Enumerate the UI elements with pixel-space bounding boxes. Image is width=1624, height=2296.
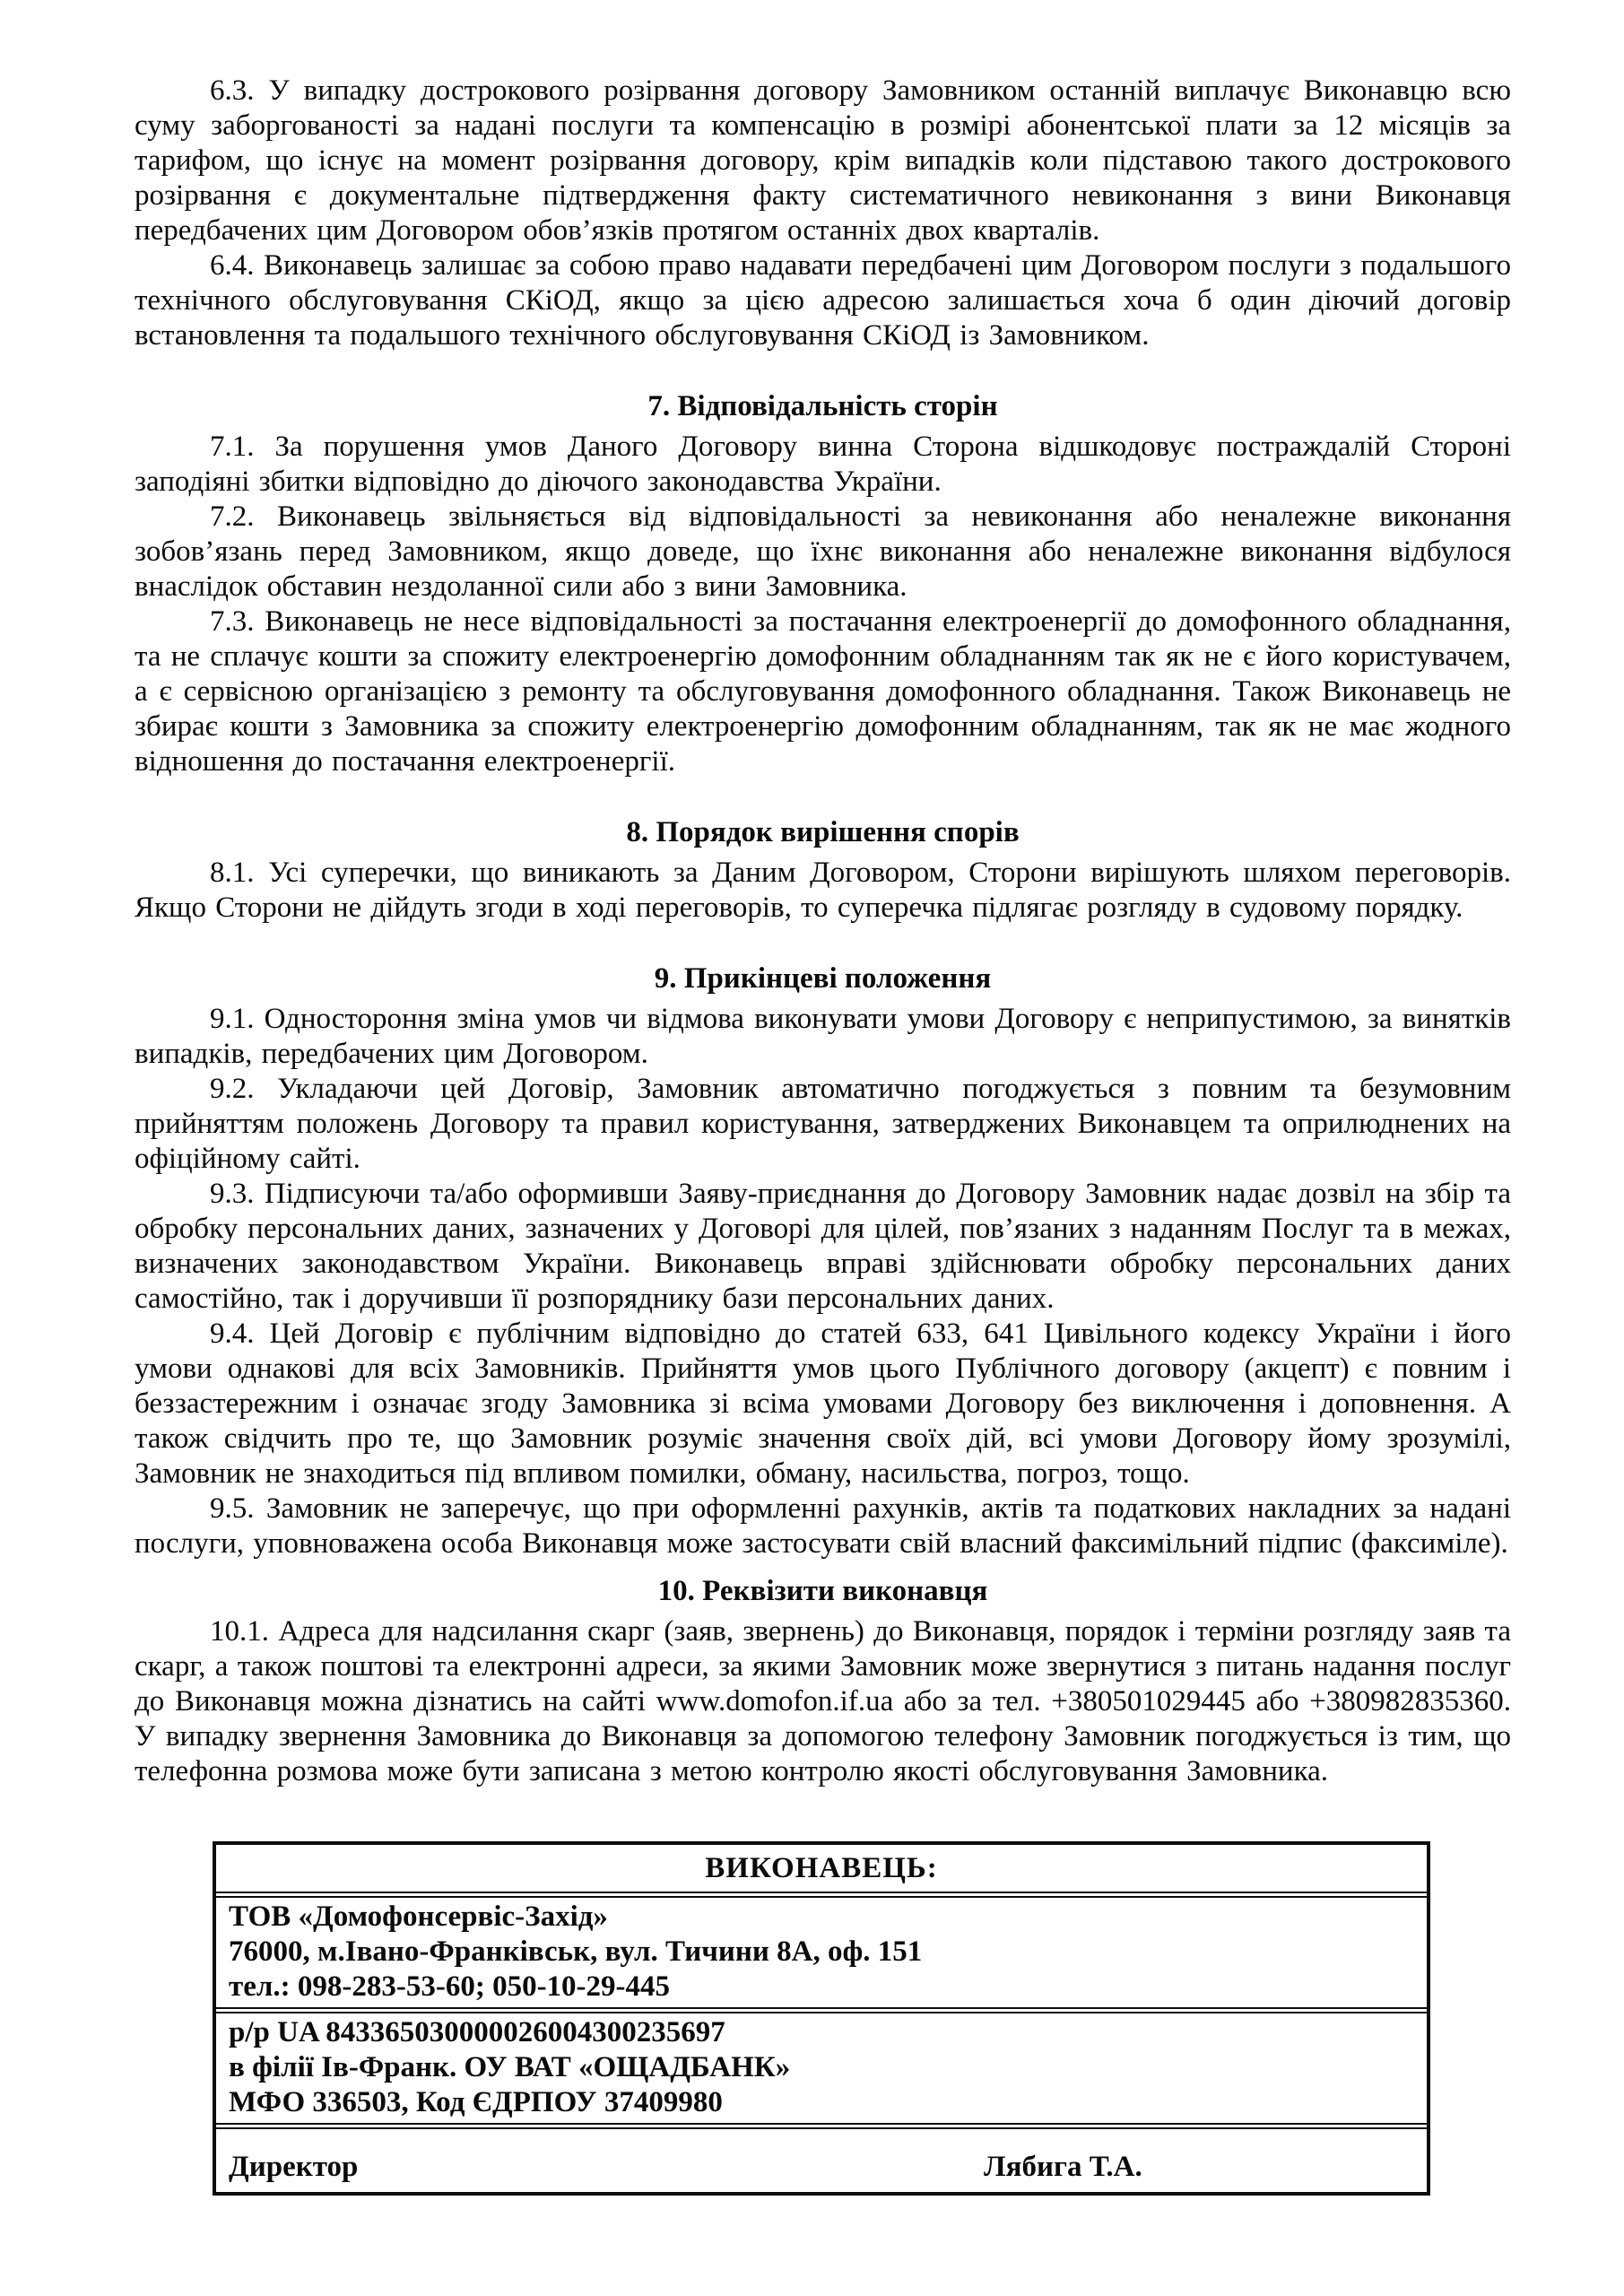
paragraph-9-5: 9.5. Замовник не заперечує, що при оформленні рахунків, актів та податкових накладних за надані послуги, уповноважена особа Виконавця може застосувати свій власний факсимільний підпис (факсиміле). xyxy=(135,1492,1511,1560)
paragraph-7-1: 7.1. За порушення умов Даного Договору винна Сторона відшкодовує постраждалій Стороні заподіяні збитки відповідно до діючого законодавства України. xyxy=(135,430,1511,498)
paragraph-6-4: 6.4. Виконавець залишає за собою право надавати передбачені цим Договором послуги з подальшого технічного обслуговування СКіОД, якщо за цією адресою залишається хоча б один діючий договір встановлення та подальшого технічного обслуговування СКіОД із Замовником. xyxy=(135,249,1511,352)
company-name: ТОВ «Домофонсервіс-Захід» xyxy=(229,1900,608,1933)
paragraph-9-3: 9.3. Підписуючи та/або оформивши Заяву-приєднання до Договору Замовник надає дозвіл на збір та обробку персональних даних, зазначених у Договорі для цілей, пов’язаних з наданням Послуг та в межах, визначених законодавством України. Виконавець вправі здійснювати обробку персональних даних самостійно, так і доручивши її розпоряднику бази персональних даних. xyxy=(135,1178,1511,1315)
paragraph-7-2: 7.2. Виконавець звільняється від відповідальності за невиконання або неналежне виконання зобов’язань перед Замовником, якщо доведе, що їхнє виконання або неналежне виконання відбулося внаслідок обставин нездоланної сили або з вини Замовника. xyxy=(135,500,1511,603)
executor-details-table xyxy=(213,1841,1430,2196)
company-phones: тел.: 098-283-53-60; 050-10-29-445 xyxy=(229,1970,671,2003)
section-heading-10: 10. Реквізити виконавця xyxy=(657,1575,988,1607)
paragraph-9-1: 9.1. Одностороння зміна умов чи відмова виконувати умови Договору є неприпустимою, за винятків випадків, передбачених цим Договором. xyxy=(135,1003,1511,1070)
paragraph-10-1: 10.1. Адреса для надсилання скарг (заяв, звернень) до Виконавця, порядок і терміни розгляду заяв та скарг, а також поштові та електронні адреси, за якими Замовник може звернутися з питань надання послуг до Виконавця можна дізнатись на сайті www.domofon.if.ua або за тел. +380501029445 або +380982835360. У випадку звернення Замовника до Виконавця за допомогою телефону Замовник погоджується із тим, що телефонна розмова може бути записана з метою контролю якості обслуговування Замовника. xyxy=(135,1615,1511,1787)
paragraph-7-3: 7.3. Виконавець не несе відповідальності за постачання електроенергії до домофонного обладнання, та не сплачує кошти за спожиту електроенергію домофонним обладнанням так як не є його користувачем, а є сервісною організацією з ремонту та обслуговування домофонного обладнання. Також Виконавець не збирає кошти з Замовника за спожиту електроенергію домофонним обладнанням, так як не має жодного відношення до постачання електроенергії. xyxy=(135,605,1511,778)
executor-bank-row xyxy=(216,2013,1427,2129)
executor-table-header: ВИКОНАВЕЦЬ: xyxy=(216,1845,1427,1898)
signature-title: Директор xyxy=(229,2151,359,2183)
signature-row xyxy=(216,2129,1427,2192)
bank-account-number: р/р UA 843365030000026004300235697 xyxy=(229,2016,725,2048)
paragraph-9-4: 9.4. Цей Договір є публічним відповідно до статей 633, 641 Цивільного кодексу України і його умови однакові для всіх Замовників. Прийняття умов цього Публічного договору (акцепт) є повним і беззастережним і означає згоду Замовника зі всіма умовами Договору без виключення і доповнення. А також свідчить про те, що Замовник розуміє значення своїх дій, всі умови Договору йому зрозумілі, Замовник не знаходиться під впливом помилки, обману, насильства, погроз, тощо. xyxy=(135,1318,1511,1490)
bank-codes: МФО 336503, Код ЄДРПОУ 37409980 xyxy=(229,2086,723,2118)
section-heading-7: 7. Відповідальність сторін xyxy=(647,390,998,422)
paragraph-9-2: 9.2. Укладаючи цей Договір, Замовник автоматично погоджується з повним та безумовним прийняттям положень Договору та правил користування, затверджених Виконавцем та оприлюднених на офіційному сайті. xyxy=(135,1073,1511,1175)
section-heading-9: 9. Прикінцеві положення xyxy=(654,962,992,995)
company-address: 76000, м.Івано-Франківськ, вул. Тичини 8А, оф. 151 xyxy=(229,1935,923,1968)
paragraph-8-1: 8.1. Усі суперечки, що виникають за Даним Договором, Сторони вирішують шляхом переговорів. Якщо Сторони не дійдуть згоди в ході переговорів, то суперечка підлягає розгляду в судовому порядку. xyxy=(135,857,1511,924)
bank-branch: в філії Ів-Франк. ОУ ВАТ «ОЩАДБАНК» xyxy=(229,2051,791,2083)
section-heading-8: 8. Порядок вирішення спорів xyxy=(626,816,1020,848)
paragraph-6-3: 6.3. У випадку дострокового розірвання договору Замовником останній виплачує Виконавцю всю суму заборгованості за надані послуги та компенсацію в розмірі абонентської плати за 12 місяців за тарифом, що існує на момент розірвання договору, крім випадків коли підставою такого дострокового розірвання є документальне підтвердження факту систематичного невиконання з вини Виконавця передбачених цим Договором обов’язків протягом останніх двох кварталів. xyxy=(135,74,1511,247)
executor-company-row xyxy=(216,1898,1427,2013)
signature-name: Лябига Т.А. xyxy=(984,2151,1142,2183)
